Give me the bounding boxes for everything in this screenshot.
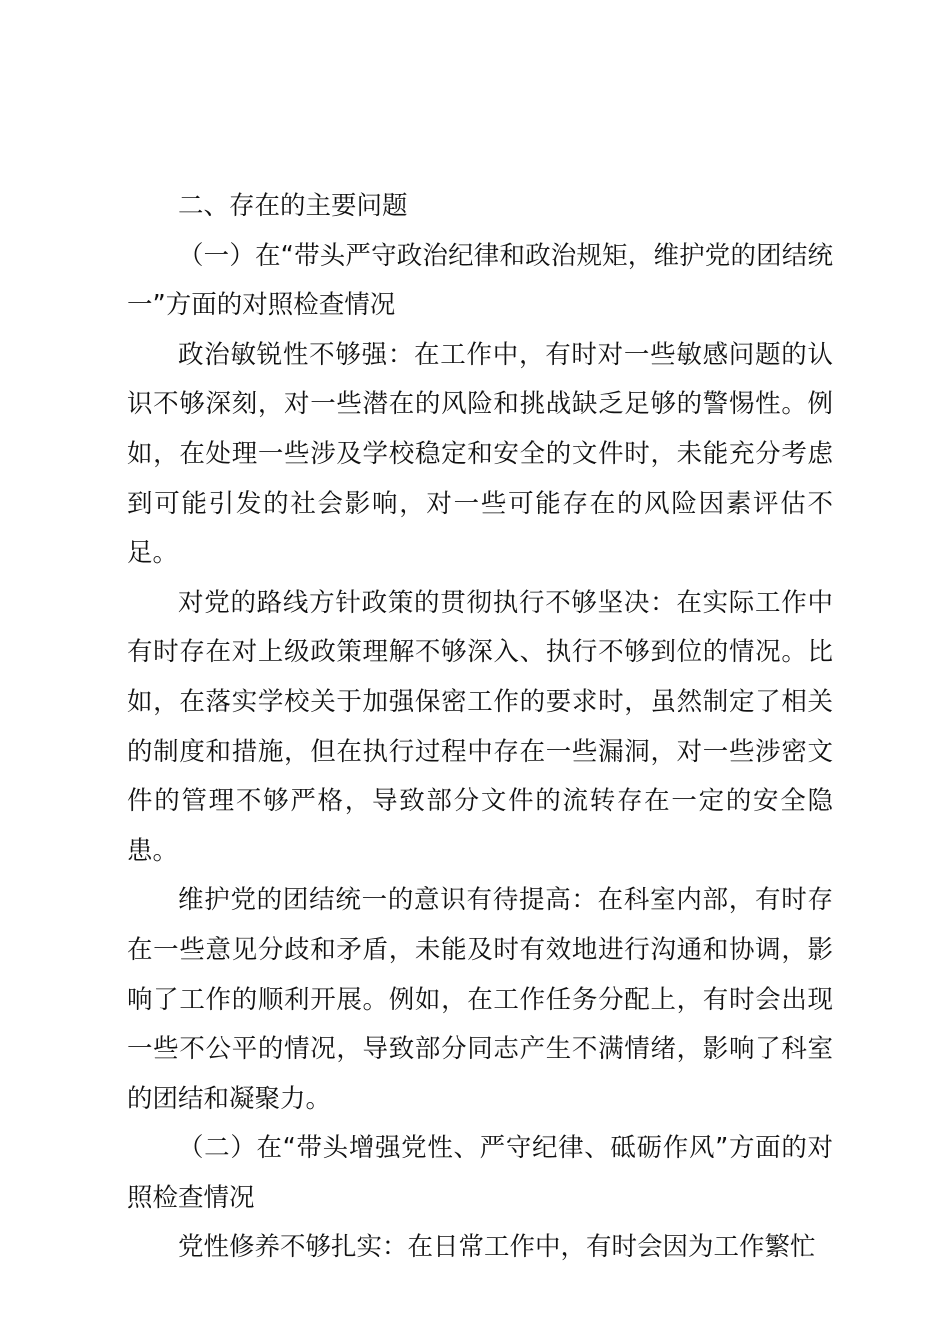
document-body	[127, 182, 833, 1273]
body-paragraph-political-sensitivity: 政治敏锐性不够强：在工作中，有时对一些敏感问题的认识不够深刻，对一些潜在的风险和挑战缺乏足够的警惕性。例如，在处理一些涉及学校稳定和安全的文件时，未能充分考虑到可能引发的社会影响，对一些可能存在的风险因素评估不足。	[127, 339, 833, 569]
subsection-heading-2: （二）在“带头增强党性、严守纪律、砥砺作风”方面的对照检查情况	[127, 1133, 833, 1213]
body-paragraph-policy-implementation: 对党的路线方针政策的贯彻执行不够坚决：在实际工作中有时存在对上级政策理解不够深入、执行不够到位的情况。比如，在落实学校关于加强保密工作的要求时，虽然制定了相关的制度和措施，但在执行过程中存在一些漏洞，对一些涉密文件的管理不够严格，导致部分文件的流转存在一定的安全隐患。	[127, 587, 833, 866]
subsection-heading-1: （一）在“带头严守政治纪律和政治规矩，维护党的团结统一”方面的对照检查情况	[127, 240, 833, 321]
body-paragraph-party-unity: 维护党的团结统一的意识有待提高：在科室内部，有时存在一些意见分歧和矛盾，未能及时有效地进行沟通和协调，影响了工作的顺利开展。例如，在工作任务分配上，有时会出现一些不公平的情况，导致部分同志产生不满情绪，影响了科室的团结和凝聚力。	[127, 885, 833, 1114]
section-heading: 二、存在的主要问题	[178, 191, 408, 221]
body-paragraph-party-spirit: 党性修养不够扎实：在日常工作中，有时会因为工作繁忙	[178, 1232, 816, 1263]
